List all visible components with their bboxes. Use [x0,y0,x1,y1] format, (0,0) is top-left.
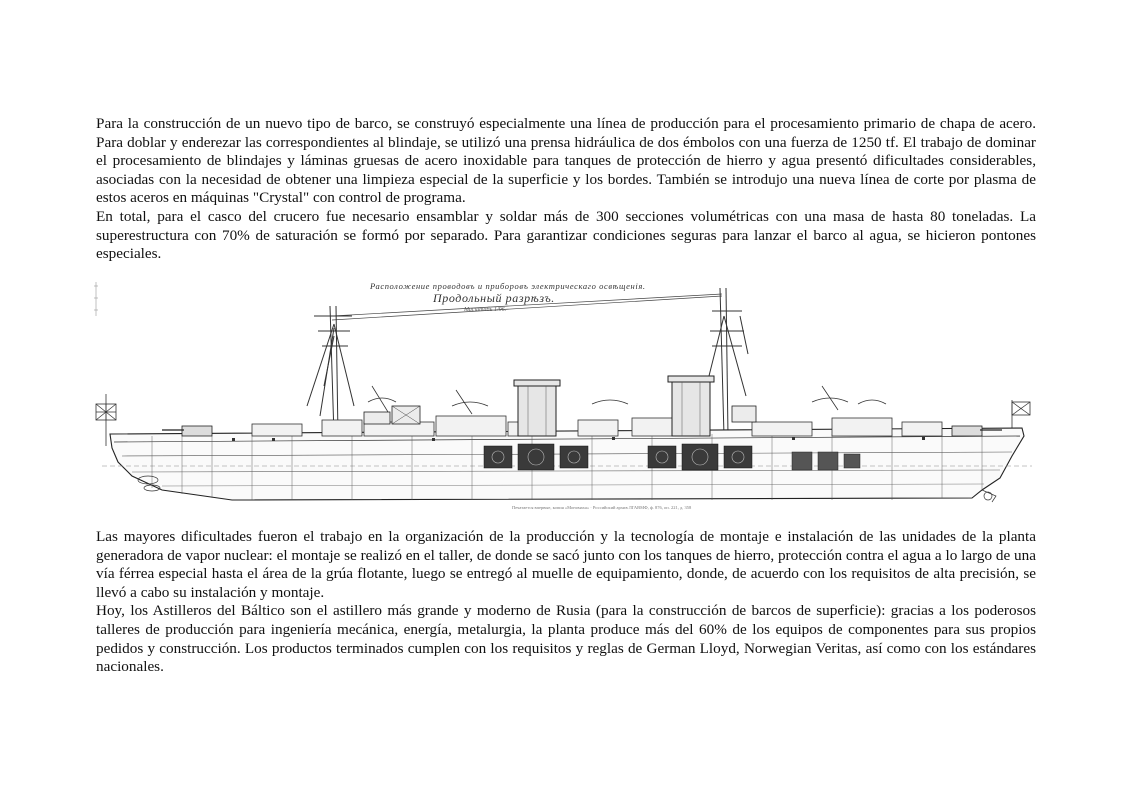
superstructure [252,416,942,436]
text-block-top [96,115,1036,264]
foremast [307,306,354,436]
paragraph-hull-assembly: En total, para el casco del crucero fue necesario ensamblar y soldar más de 300 secciones volumétricas con una masa de hasta 80 toneladas. La superestructura con 70% de saturación se formó por separado. Para garantizar condiciones seguras para lanzar el barco al agua, se hicieron pontones especiales. [96,207,1036,263]
drawing-title-line1: Расположение проводовъ и приборовъ электрическаго освѣщенія. [370,281,646,291]
drawing-footer-caption: Печатается впервые, копия «Мономаха» · Российский архив ЛГАВМФ, ф. 876, оп. 221, д. 358 [512,505,692,510]
boats [368,386,886,414]
ship-drawing-svg [92,276,1038,514]
paragraph-nuclear-plant-assembly: Las mayores dificultades fueron el trabajo en la organización de la producción y la tecnología de montaje e instalación de las unidades de la planta generadora de vapor nuclear: el montaje se realizó en el taller, de donde se sacó junto con los tanques de hierro, protección contra el agua a lo largo de una vía férrea especial hasta el área de la grúa flotante, luego se entregó al muelle de equipamiento, donde, de acuerdo con los requisitos de alta precisión, se llevó a cabo su instalación y montaje. [96,528,1036,601]
drawing-scale-note: Масштабъ 1/96. [464,307,507,313]
text-block-bottom [96,528,1036,677]
drawing-title-line2: Продольный разрѣзъ. [433,291,555,305]
paragraph-baltic-shipyard: Hoy, los Astilleros del Báltico son el astillero más grande y moderno de Rusia (para la construcción de barcos de superficie): gracias a los poderosos talleres de producción para ingeniería mecánica, energía, metalurgia, la planta produce más del 60% de los equipos de componentes para sus propios pedidos y construcción. Los productos terminados cumplen con los requisitos y reglas de German Lloyd, Norwegian Veritas, así como con los estándares nacionales. [96,602,1036,676]
ship-longitudinal-section-drawing [92,276,1038,514]
paragraph-production-line: Para la construcción de un nuevo tipo de barco, se construyó especialmente una línea de producción para el procesamiento primario de chapa de acero. Para doblar y enderezar las correspondientes al blindaje, se utilizó una prensa hidráulica de dos émbolos con una fuerza de 1250 tf. El trabajo de dominar el procesamiento de blindajes y láminas gruesas de acero inoxidable para tanques de protección de hierro y agua presentó dificultades considerables, asociadas con la necesidad de obtener una limpieza especial de la superficie y los bordes. También se introdujo una nueva línea de corte por plasma de estos aceros en máquinas "Crystal" con control de programa. [96,115,1036,207]
